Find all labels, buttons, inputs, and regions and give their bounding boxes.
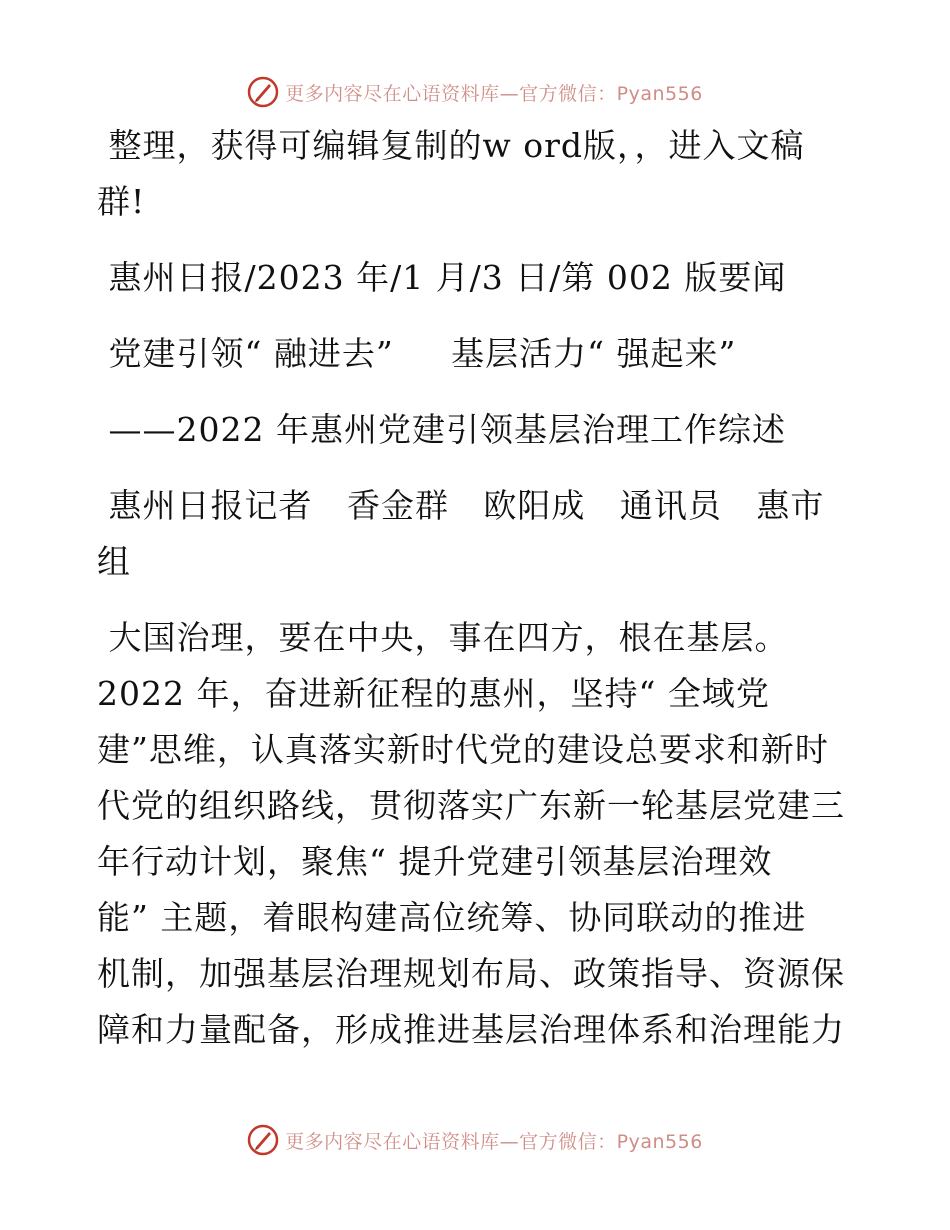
source-line: 惠州日报/2023 年/1 月/3 日/第 002 版要闻 xyxy=(97,258,787,297)
watermark-text: 更多内容尽在心语资料库—官方微信：Pyan556 xyxy=(285,82,703,105)
body-line-7: 机制，加强基层治理规划布局、政策指导、资源保 xyxy=(97,954,845,993)
header-watermark-banner xyxy=(0,72,950,112)
watermark-text: 更多内容尽在心语资料库—官方微信：Pyan556 xyxy=(285,1130,703,1153)
body-line-4: 代党的组织路线，贯彻落实广东新一轮基层党建三 xyxy=(97,786,845,825)
body-line-8: 障和力量配备，形成推进基层治理体系和治理能力 xyxy=(97,1010,845,1049)
body-line-3: 建”思维，认真落实新时代党的建设总要求和新时 xyxy=(97,730,829,769)
intro-line-2: 群! xyxy=(97,182,146,221)
byline-line-2: 组 xyxy=(97,542,131,581)
subtitle: ——2022 年惠州党建引领基层治理工作综述 xyxy=(97,410,786,449)
body-line-1: 大国治理，要在中央，事在四方，根在基层。 xyxy=(97,618,789,657)
footer-watermark-banner xyxy=(0,1120,950,1160)
headline: 党建引领“ 融进去” 基层活力“ 强起来” xyxy=(97,334,737,373)
body-line-5: 年行动计划，聚焦“ 提升党建引领基层治理效 xyxy=(97,842,773,881)
byline-line-1: 惠州日报记者 香金群 欧阳成 通讯员 惠市 xyxy=(97,486,825,525)
intro-line-1: 整理，获得可编辑复制的w ord版，，进入文稿 xyxy=(97,126,805,165)
feather-pen-logo-icon xyxy=(247,1124,279,1156)
feather-pen-logo-icon xyxy=(247,76,279,108)
body-line-2: 2022 年，奋进新征程的惠州，坚持“ 全域党 xyxy=(97,674,770,713)
document-body xyxy=(97,118,857,1058)
body-line-6: 能” 主题，着眼构建高位统筹、协同联动的推进 xyxy=(97,898,807,937)
